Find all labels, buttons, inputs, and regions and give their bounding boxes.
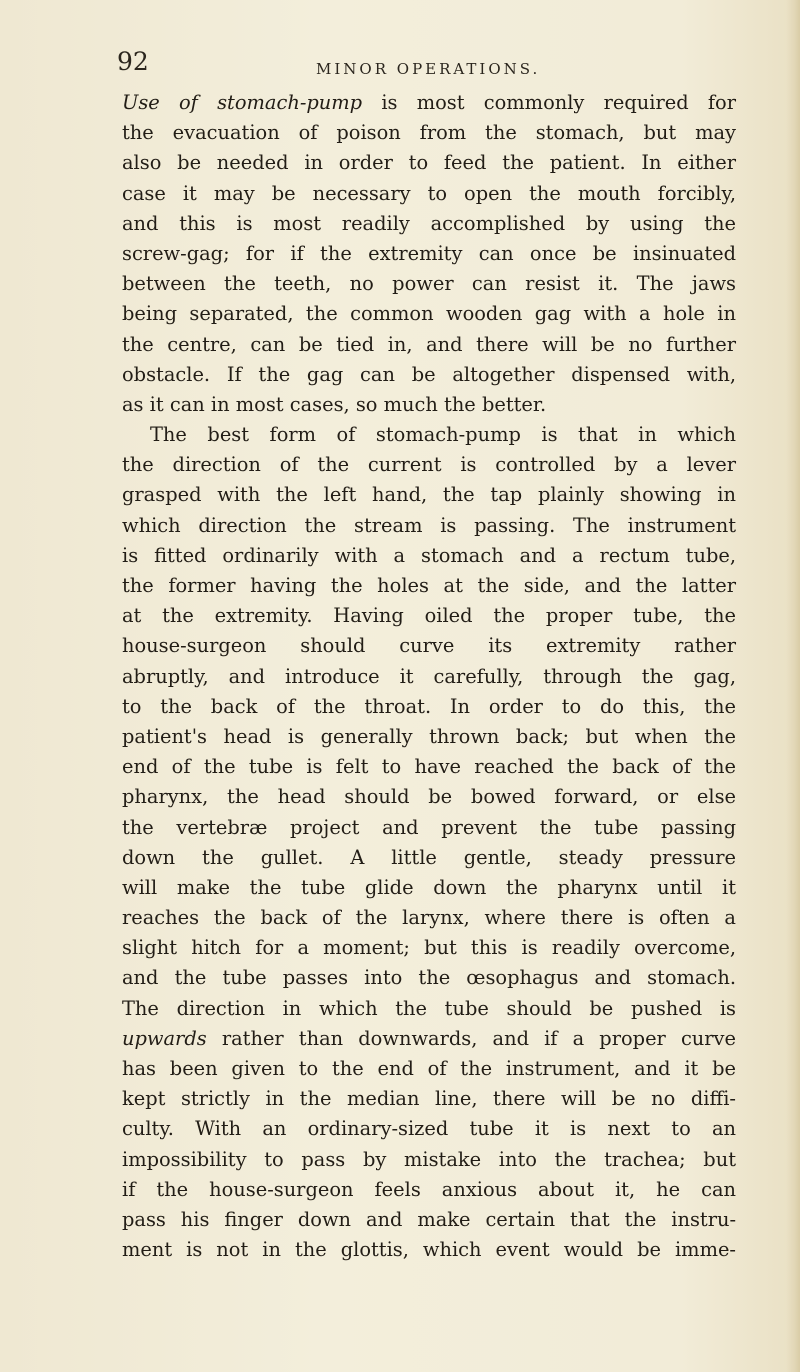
text-line [122, 480, 736, 510]
text-run: which direction the stream is passing. The instrument [122, 513, 736, 537]
text-line [122, 1145, 736, 1175]
text-run: screw-gag; for if the extremity can once be insinuated [122, 241, 736, 265]
text-line [122, 601, 736, 631]
text-line [122, 88, 736, 118]
text-run: and this is most readily accomplished by using the [122, 211, 736, 235]
text-run: kept strictly in the median line, there will be no diffi- [122, 1087, 736, 1111]
text-line [122, 390, 736, 420]
page-header [0, 47, 800, 83]
text-line [122, 813, 736, 843]
page-edge-shadow [786, 0, 800, 1372]
running-head: MINOR OPERATIONS. [316, 60, 541, 78]
text-run: The direction in which the tube should be pushed is [122, 996, 736, 1020]
text-run: reaches the back of the larynx, where there is often a [122, 906, 736, 930]
text-line [122, 511, 736, 541]
text-line [122, 209, 736, 239]
text-line [122, 541, 736, 571]
text-run: slight hitch for a moment; but this is readily overcome, [122, 936, 736, 960]
text-line [122, 1235, 736, 1265]
text-line [122, 692, 736, 722]
text-run: the former having the holes at the side, and the latter [122, 574, 736, 597]
text-line [122, 330, 736, 360]
text-run: pharynx, the head should be bowed forward, or else [122, 785, 736, 809]
text-run: impossibility to pass by mistake into the trachea; but [122, 1147, 736, 1171]
text-line [122, 360, 736, 390]
text-line [122, 994, 736, 1024]
text-run: is fitted ordinarily with a stomach and a rectum tube, [122, 543, 736, 567]
text-line [122, 420, 736, 450]
text-line [122, 450, 736, 480]
text-run: The best form of stomach-pump is that in which [150, 423, 736, 447]
text-run: case it may be necessary to open the mouth forcibly, [122, 181, 736, 205]
text-line [122, 963, 736, 993]
text-line [122, 722, 736, 752]
text-run: patient's head is generally thrown back; but when the [122, 724, 736, 748]
text-run: has been given to the end of the instrument, and it be [122, 1057, 736, 1080]
text-line [122, 1084, 736, 1114]
italic-term: upwards [122, 1026, 207, 1050]
text-run: house-surgeon should curve its extremity rather [122, 634, 736, 658]
text-line [122, 299, 736, 329]
text-line [122, 1114, 736, 1144]
text-run: the centre, can be tied in, and there will be no further [122, 332, 736, 356]
text-run: ment is not in the glottis, which event would be imme- [122, 1238, 736, 1262]
text-run: as it can in most cases, so much the better. [122, 392, 547, 416]
text-line [122, 782, 736, 812]
text-line [122, 239, 736, 269]
text-run: the evacuation of poison from the stomach, but may [122, 121, 736, 145]
text-line [122, 1024, 736, 1054]
text-run: will make the tube glide down the pharynx until it [122, 875, 736, 899]
text-run: rather than downwards, and if a proper curve [206, 1026, 736, 1050]
text-run: the vertebræ project and prevent the tube passing [122, 815, 736, 839]
text-line [122, 1175, 736, 1205]
text-line [122, 269, 736, 299]
text-line [122, 1054, 736, 1084]
text-line [122, 903, 736, 933]
text-run: abruptly, and introduce it carefully, through the gag, [122, 664, 736, 688]
text-run: pass his finger down and make certain that the instru- [122, 1207, 736, 1231]
text-run: if the house-surgeon feels anxious about it, he can [122, 1177, 736, 1201]
text-run: obstacle. If the gag can be altogether dispensed with, [122, 362, 736, 386]
body-text [122, 88, 736, 1265]
text-line [122, 631, 736, 661]
text-run: also be needed in order to feed the patient. In either [122, 151, 736, 175]
text-line [122, 873, 736, 903]
text-run: grasped with the left hand, the tap plainly showing in [122, 483, 736, 507]
text-line [122, 179, 736, 209]
text-run: being separated, the common wooden gag with a hole in [122, 302, 736, 326]
text-line [122, 118, 736, 148]
text-run: the direction of the current is controlled by a lever [122, 453, 736, 477]
text-line [122, 843, 736, 873]
text-run: culty. With an ordinary-sized tube it is next to an [122, 1117, 736, 1141]
text-run: end of the tube is felt to have reached the back of the [122, 755, 736, 779]
text-run: to the back of the throat. In order to do this, the [122, 694, 736, 718]
text-run: is most commonly required for [362, 91, 736, 114]
text-line [122, 752, 736, 782]
text-line [122, 662, 736, 692]
text-run: down the gullet. A little gentle, steady pressure [122, 845, 736, 869]
text-run: and the tube passes into the œsophagus and stomach. [122, 966, 736, 990]
text-line [122, 571, 736, 601]
text-run: between the teeth, no power can resist it. The jaws [122, 272, 736, 296]
text-line [122, 1205, 736, 1235]
text-line [122, 933, 736, 963]
text-line [122, 148, 736, 178]
text-run: at the extremity. Having oiled the proper tube, the [122, 604, 736, 628]
page-number: 92 [117, 47, 149, 76]
italic-term: Use of stomach-pump [122, 91, 363, 114]
